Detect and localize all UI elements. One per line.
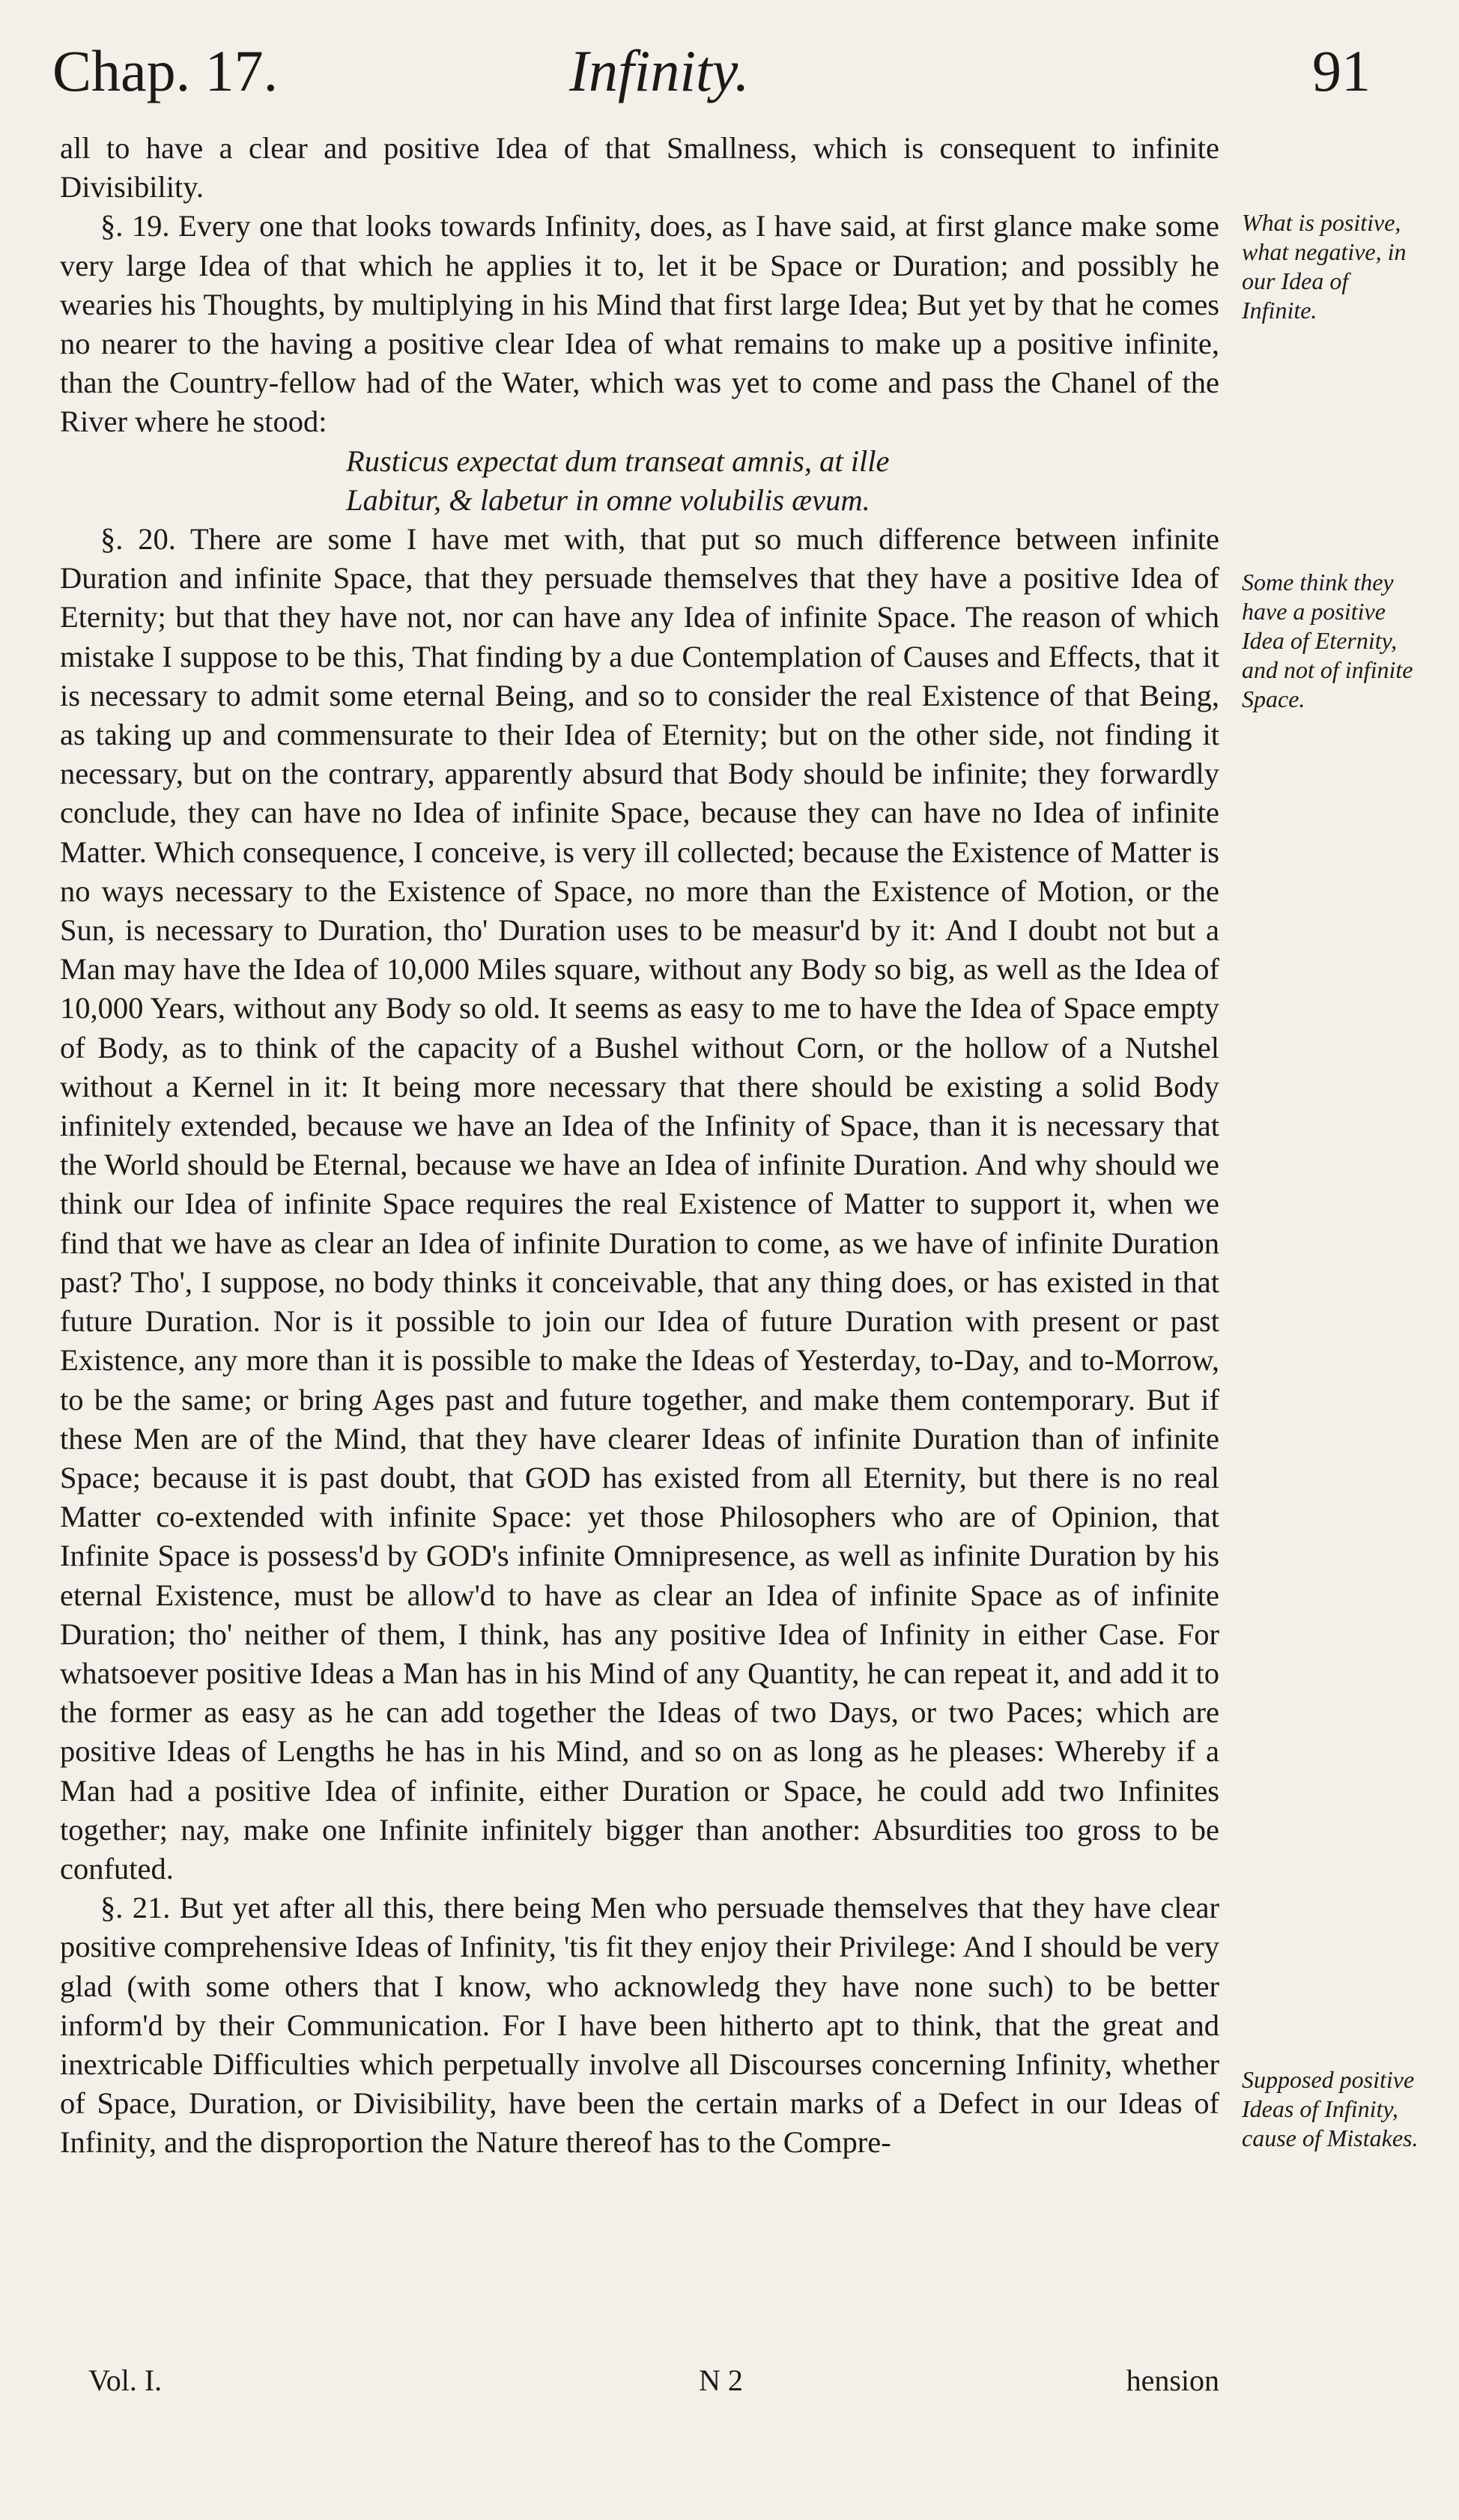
catchword: hension — [1126, 2363, 1219, 2397]
para-section-21: §. 21. But yet after all this, there being Men who persuade themselves that they have clear positive comprehensive Ideas of Infinity, 'tis fit they enjoy their Privilege: And I should be very glad (with some others that I know, who acknowledg they have none such) to be better inform'd by their Communication. For I have been hitherto apt to think, that the great and inextricable Difficulties which perpetually involve all Discourses concerning Infinity, whether of Space, Duration, or Divisibility, have been the certain marks of a Defect in our Ideas of Infinity, and the disproportion the Nature thereof has to the Compre- — [60, 1891, 1219, 2160]
verse-line-1: Rusticus expectat dum transeat amnis, at ille — [346, 443, 890, 478]
margin-note-eternity: Some think they have a positive Idea of Eternity, and not of infinite Space. — [1242, 569, 1413, 712]
para-section-20: §. 20. There are some I have met with, that put so much difference between infinite Duration and infinite Space, that they persuade themselves that they have a positive Idea of Eternity; but that they have not, nor can have any Idea of infinite Space. The reason of which mistake I suppose to be this, That finding by a due Contemplation of Causes and Effects, that it is necessary to admit some eternal Being, and so to consider the real Existence of that Being, as taking up and commensurate to their Idea of Eternity; but on the other side, not finding it necessary, but on the contrary, apparently absurd that Body should be infinite; they forwardly conclude, they can have no Idea of infinite Space, because they can have no Idea of infinite Matter. Which consequence, I conceive, is very ill collected; because the Existence of Matter is no ways necessary to the Existence of Space, no more than the Existence of Motion, or the Sun, is necessary to Duration, tho' Duration uses to be measur'd by it: And I doubt not but a Man may have the Idea of 10,000 Miles square, without any Body so big, as well as the Idea of 10,000 Years, without any Body so old. It seems as easy to me to have the Idea of Space empty of Body, as to think of the capacity of a Bushel without Corn, or the hollow of a Nutshel without a Kernel in it: It being more necessary that there should be existing a solid Body infinitely extended, because we have an Idea of the Infinity of Space, than it is necessary that the World should be Eternal, because we have an Idea of infinite Duration. And why should we think our Idea of infinite Space requires the real Existence of Matter to support it, when we find that we have as clear an Idea of infinite Duration to come, as we have of infinite Duration past? Tho', I suppose, no body thinks it conceivable, that any thing does, or has existed in that future Duration. Nor is it possible to join our Idea of future Duration with present or past Existence, any more than it is possible to make the Ideas of Yesterday, to-Day, and to-Morrow, to be the same; or bring Ages past and future together, and make them contemporary. But if these Men are of the Mind, that they have clearer Ideas of infinite Duration than of infinite Space; because it is past doubt, that GOD has existed from all Eternity, but there is no real Matter co-extended with infinite Space: yet those Philosophers who are of Opinion, that Infinite Space is possess'd by GOD's infinite Omnipresence, as well as infinite Duration by his eternal Existence, must be allow'd to have as clear an Idea of infinite Space as of infinite Duration; tho' neither of them, I think, has any positive Idea of Infinity in either Case. For whatsoever positive Ideas a Man has in his Mind of any Quantity, he can repeat it, and add it to the former as easy as he can add together the Ideas of two Days, or two Paces; which are positive Ideas of Lengths he has in his Mind, and so on as long as he pleases: Whereby if a Man had a positive Idea of infinite, either Duration or Space, he could add two Infinites together; nay, make one Infinite infinitely bigger than another: Absurdities too gross to be confuted. — [60, 522, 1219, 1886]
running-header — [52, 30, 1371, 112]
running-title: Infinity. — [569, 38, 750, 103]
signature-mark: N 2 — [699, 2363, 743, 2397]
para-section-19: §. 19. Every one that looks towards Infinity, does, as I have said, at first glance make some very large Idea of that which he applies it to, let it be Space or Duration; and possibly he wearies his Thoughts, by multiplying in his Mind that first large Idea; But yet by that he comes no nearer to the having a positive clear Idea of what remains to make up a positive infinite, than the Country-fellow had of the Water, which was yet to come and pass the Chanel of the River where he stood: — [60, 209, 1219, 439]
page-footer — [88, 2358, 1219, 2403]
verse-line-2: Labitur, & labetur in omne volubilis ævum. — [346, 482, 870, 517]
page-number: 91 — [1312, 38, 1371, 103]
margin-note-mistakes: Supposed positive Ideas of Infinity, cause of Mistakes. — [1242, 2066, 1419, 2151]
volume-label: Vol. I. — [88, 2363, 163, 2397]
main-text — [60, 129, 1219, 2163]
chapter-heading: Chap. 17. — [52, 38, 279, 103]
para-continuation: all to have a clear and positive Idea of that Smallness, which is consequent to infinite Divisibility. — [60, 131, 1219, 205]
margin-note-positive-negative: What is positive, what negative, in our Idea of Infinite. — [1242, 209, 1407, 324]
